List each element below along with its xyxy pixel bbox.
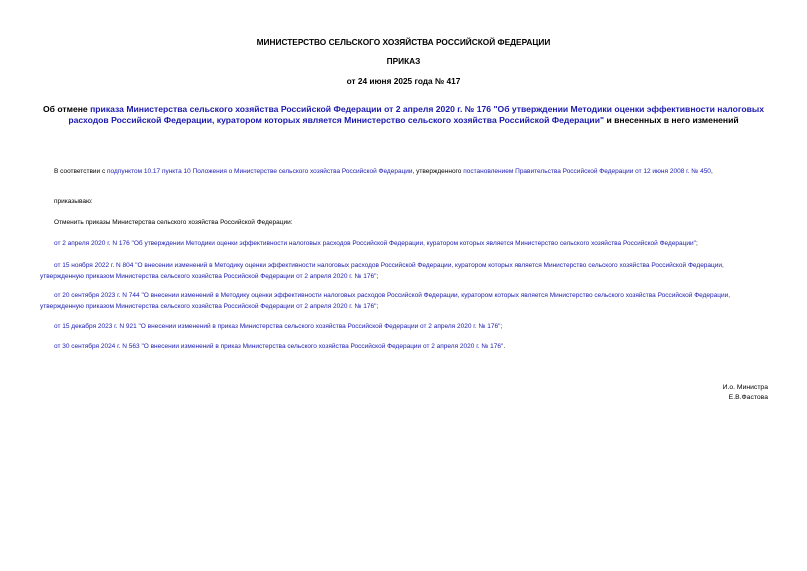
item-end: ; — [500, 323, 503, 330]
item-end: . — [503, 343, 506, 350]
cancel-intro: Отменить приказы Министерства сельского хозяйства Российской Федерации: — [54, 219, 293, 226]
order-link[interactable]: от 15 ноября 2022 г. N 804 "О внесении изменений в Методику оценки эффективности налоговых расходов Российской Федерации, куратором которых является Министерство сельского хозяйства Российской Федерации, утвержденную приказом Министерства сельского хозяйства Российской Федерации от 2 апреля 2020 г. № 176" — [40, 262, 724, 280]
item-end: ; — [695, 240, 698, 247]
title-link[interactable]: приказа Министерства сельского хозяйства Российской Федерации от 2 апреля 2020 г. № 176 "Об утверждении Методики оценки эффективности налоговых расходов Российской Федерации, куратором которых является Министерство сельского хозяйства Российской Федерации" — [68, 104, 764, 125]
document-type: ПРИКАЗ — [386, 56, 421, 66]
document-title — [40, 104, 767, 126]
title-prefix: Об отмене — [42, 104, 91, 114]
basis-link-resolution[interactable]: постановлением Правительства Российской Федерации от 12 июня 2008 г. № 450 — [463, 168, 711, 175]
ministry-heading: МИНИСТЕРСТВО СЕЛЬСКОГО ХОЗЯЙСТВА РОССИЙСКОЙ ФЕДЕРАЦИИ — [256, 37, 551, 47]
title-suffix: и внесенных в него изменений — [604, 115, 739, 125]
decree-word: приказываю: — [54, 198, 93, 205]
basis-link-regulation[interactable]: подпунктом 10.17 пункта 10 Положения о Министерстве сельского хозяйства Российской Федерации — [107, 168, 413, 175]
list-item — [40, 342, 768, 353]
order-link[interactable]: от 2 апреля 2020 г. N 176 "Об утверждении Методики оценки эффективности налоговых расходов Российской Федерации, куратором которых является Министерство сельского хозяйства Российской Федерации" — [54, 240, 696, 247]
signatory-position: И.о. Министра — [722, 384, 768, 391]
list-item — [40, 322, 768, 333]
basis-paragraph — [40, 167, 768, 178]
basis-text-3: , — [710, 168, 713, 175]
item-end: ; — [376, 272, 379, 280]
list-item — [40, 291, 768, 312]
order-link[interactable]: от 30 сентября 2024 г. N 563 "О внесении изменений в приказ Министерства сельского хозяйства Российской Федерации от 2 апреля 2020 г. № 176" — [54, 343, 504, 350]
order-link[interactable]: от 20 сентября 2023 г. N 744 "О внесении изменений в Методику оценки эффективности налоговых расходов Российской Федерации, куратором которых является Министерство сельского хозяйства Российской Федерации, утвержденную приказом Министерства сельского хозяйства Российской Федерации от 2 апреля 2020 г. № 176" — [40, 292, 731, 310]
date-number: от 24 июня 2025 года № 417 — [346, 76, 461, 86]
basis-text-1: В соответствии с — [54, 168, 108, 175]
list-item — [40, 239, 768, 250]
order-link[interactable]: от 15 декабря 2023 г. N 921 "О внесении изменений в приказ Министерства сельского хозяйства Российской Федерации от 2 апреля 2020 г. № 176" — [54, 323, 501, 330]
list-item — [40, 261, 768, 282]
signatory-name: Е.В.Фастова — [728, 394, 768, 401]
basis-text-2: , утвержденного — [412, 168, 464, 175]
item-end: ; — [376, 302, 379, 310]
